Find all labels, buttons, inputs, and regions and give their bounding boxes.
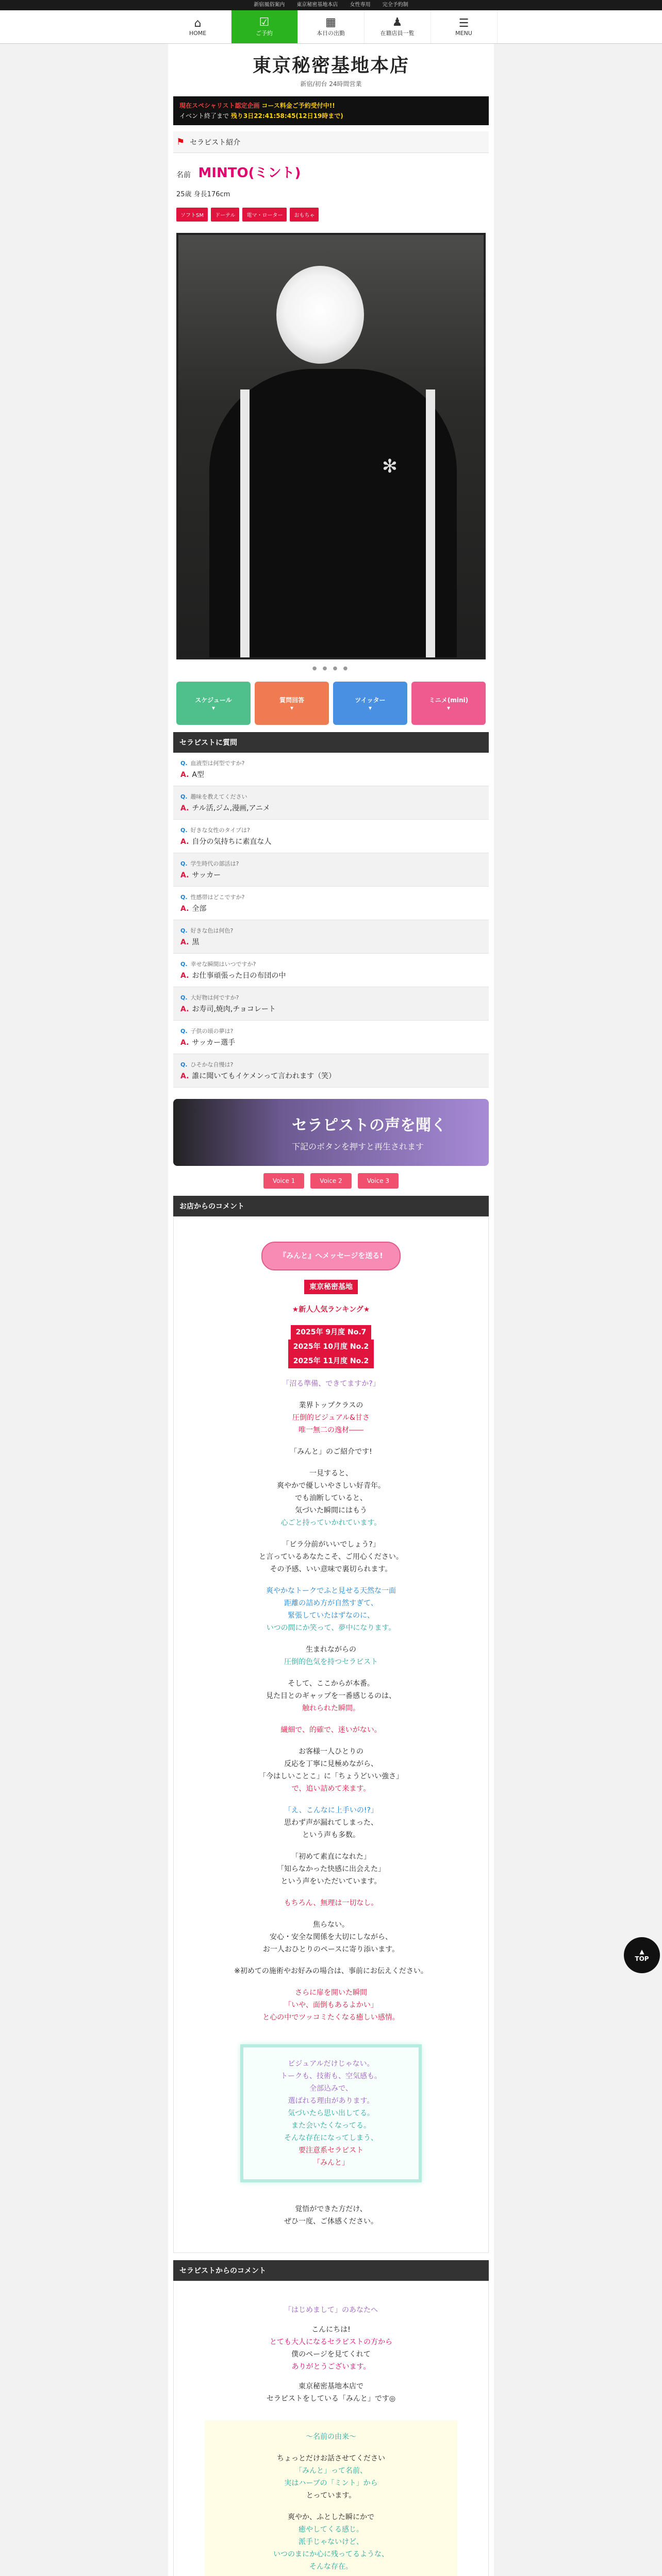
answer-marker: A.	[180, 1072, 189, 1080]
mini-button-label: ミニメ(mini)	[428, 696, 469, 704]
photo-stripe-right	[426, 389, 435, 657]
question-marker: Q.	[180, 894, 188, 901]
greeting-line: セラピストをしている「みんと」です◎	[266, 2395, 396, 2403]
qa-list	[173, 753, 489, 1088]
therapist-photo[interactable]	[176, 233, 486, 659]
voice-buttons	[168, 1173, 494, 1189]
comment-paragraph	[184, 1919, 478, 1956]
nav-home-label: HOME	[189, 29, 207, 37]
qa-row	[173, 887, 489, 920]
main-column	[168, 44, 494, 2576]
chevron-down-icon: ▾	[290, 704, 294, 711]
mini-button[interactable]	[411, 682, 486, 725]
therapist-menu-buttons	[176, 682, 486, 725]
comment-line: 生まれながらの	[306, 1646, 356, 1654]
comment-line: 唯一無二の逸材――	[299, 1426, 363, 1434]
therapist-name: MINTO(ミント)	[198, 165, 301, 181]
question-text: 学生時代の部活は?	[190, 860, 239, 867]
comment-line: そんな存在になってしまう、	[284, 2134, 378, 2142]
comment-line: いつの間にか笑って、夢中になります。	[266, 1624, 396, 1632]
campaign-highlight: コース料金ご予約受付中!!	[261, 102, 335, 109]
photo-stripe-left	[240, 389, 250, 657]
greeting-paragraph	[184, 2324, 478, 2373]
answer-marker: A.	[180, 871, 189, 879]
top-info-strip	[0, 0, 662, 10]
qa-answer	[180, 803, 482, 813]
question-marker: Q.	[180, 1061, 188, 1068]
comment-paragraph	[184, 1378, 478, 1390]
question-marker: Q.	[180, 994, 188, 1001]
comment-line: 気づいた瞬間にはもう	[295, 1506, 367, 1515]
answer-marker: A.	[180, 905, 189, 913]
qa-answer	[180, 1071, 482, 1081]
voice-3-button[interactable]: Voice 3	[358, 1173, 399, 1189]
greeting-line: 実はハーブの「ミント」から	[284, 2479, 378, 2487]
comment-line: 気づいたら思い出してる。	[288, 2109, 374, 2117]
chevron-down-icon: ▾	[211, 704, 216, 711]
comment-paragraph	[184, 1677, 478, 1715]
spacer	[212, 2443, 450, 2452]
question-marker: Q.	[180, 860, 188, 867]
therapist-stats: 25歳 身長176cm	[176, 191, 230, 198]
qa-question	[180, 1060, 482, 1069]
therapist-comment	[173, 2281, 489, 2576]
comment-line: 覚悟ができた方だけ、	[295, 2205, 367, 2213]
butterfly-emblem: ✻	[382, 456, 398, 477]
comment-paragraph	[184, 1467, 478, 1529]
comment-paragraph	[184, 1804, 478, 1841]
tag: 電マ・ローター	[242, 208, 287, 222]
question-marker: Q.	[180, 961, 188, 968]
comment-paragraph	[184, 1399, 478, 1436]
greeting-line: 僕のページを見てくれて	[291, 2350, 371, 2359]
qa-answer	[180, 1004, 482, 1014]
comment-paragraph	[184, 2203, 478, 2228]
comment-paragraph	[184, 1585, 478, 1634]
comment-line: 業界トップクラスの	[299, 1401, 363, 1410]
greeting-line: そんな存在。	[309, 2563, 353, 2571]
comment-line: という声も多数。	[302, 1831, 360, 1839]
question-text: 好きな色は何色?	[190, 927, 234, 934]
qa-question	[180, 993, 482, 1002]
qa-section-title: セラピストに質問	[173, 732, 489, 753]
menu-icon: ☰	[458, 16, 469, 30]
answer-text: チル活,ジム,漫画,アニメ	[192, 804, 270, 812]
nav-menu[interactable]	[431, 10, 498, 43]
comment-line: その予感、いい意味で裏切られます。	[270, 1565, 392, 1573]
comment-line: ビジュアルだけじゃない。	[288, 2060, 374, 2068]
shop-comment	[173, 1216, 489, 2253]
comment-line: 反応を丁寧に見極めながら、	[284, 1760, 378, 1768]
greeting-line: 爽やか、ふとした瞬にかで	[288, 2513, 374, 2521]
blurred-face	[276, 266, 364, 364]
shop-comment-title: お店からのコメント	[173, 1196, 489, 1216]
ranking-item: 2025年 11月度 No.2	[288, 1354, 374, 1368]
comment-paragraph	[184, 1724, 478, 1736]
greeting-paragraph	[184, 2304, 478, 2316]
send-message-button[interactable]: 『みんと』へメッセージを送る!	[261, 1242, 401, 1270]
nav-staff-label: 在籍店員一覧	[380, 30, 415, 37]
comment-line: 触れられた瞬間。	[302, 1704, 360, 1713]
comment-line: 心ごと持っていかれています。	[280, 1519, 382, 1527]
question-text: 大好物は何ですか?	[190, 994, 239, 1001]
comment-line: 圧倒的ビジュアル&甘さ	[292, 1414, 370, 1422]
qa-question	[180, 859, 482, 868]
arrow-up-icon: ▲	[639, 1948, 644, 1955]
campaign-title: 現在スペシャリスト認定企画	[179, 102, 260, 109]
voice-banner[interactable]	[173, 1099, 489, 1166]
greeting-line: いつのまにか心に残ってるような、	[273, 2550, 389, 2558]
greeting-line: 癒やしてくる感じ。	[299, 2526, 363, 2534]
comment-line: ※初めての施術やお好みの場合は、事前にお伝えください。	[234, 1967, 428, 1975]
ranking-item: 2025年 10月度 No.2	[288, 1340, 374, 1354]
qa-answer	[180, 1037, 482, 1047]
answer-marker: A.	[180, 838, 189, 846]
page-top-button[interactable]	[624, 1937, 660, 1973]
answer-text: 全部	[192, 905, 207, 913]
therapist-name-row	[176, 162, 486, 181]
qa-question	[180, 826, 482, 834]
qa-question	[180, 960, 482, 968]
site-subtitle: 新宿/初台 24時間営業	[300, 80, 362, 88]
comment-line: もちろん、無理は一切なし。	[284, 1899, 378, 1907]
therapist-intro-header	[173, 131, 489, 153]
flag-icon: ⚑	[176, 137, 185, 147]
answer-text: サッカー	[192, 871, 221, 879]
answer-text: 自分の気持ちに素直な人	[192, 838, 272, 846]
comment-line: 「え、こんなに上手いの!?」	[284, 1806, 378, 1815]
name-label: 名前	[176, 171, 191, 179]
top-navigation	[0, 10, 662, 44]
nav-reservation[interactable]	[231, 10, 298, 43]
campaign-banner[interactable]	[173, 96, 489, 125]
comment-line: と心の中でツッコミたくなる癒しい感情。	[262, 2013, 400, 2022]
comment-line: お客様一人ひとりの	[299, 1748, 363, 1756]
voice-2-button[interactable]: Voice 2	[310, 1173, 351, 1189]
comment-line: 選ばれる理由があります。	[288, 2097, 374, 2105]
question-text: ひそかな自慢は?	[190, 1061, 234, 1068]
comment-line: 「初めて素直になれた」	[291, 1853, 371, 1861]
comment-line: 見た目とのギャップを一番感じるのは、	[266, 1692, 396, 1700]
spacer	[212, 2573, 450, 2576]
top-strip-text-2: 東京秘密基地本店	[296, 2, 338, 8]
comment-line: 「ビラ分前がいいでしょう?」	[282, 1540, 380, 1549]
comment-line: 「いや、面倒もあるよかい」	[284, 2001, 378, 2009]
nav-schedule-label: 本日の出勤	[317, 30, 345, 37]
question-marker: Q.	[180, 1028, 188, 1035]
question-marker: Q.	[180, 793, 188, 800]
question-text: 好きな女性のタイプは?	[190, 827, 250, 834]
comment-line: 圧倒的色気を持つセラピスト	[284, 1658, 378, 1666]
comment-line: お一人おひとりのペースに寄り添います。	[262, 1945, 400, 1954]
qa-answer	[180, 836, 482, 846]
voice-title: セラピストの声を聞く	[292, 1116, 446, 1134]
qa-row	[173, 786, 489, 820]
qa-answer	[180, 937, 482, 947]
chevron-down-icon: ▾	[368, 704, 372, 711]
ranking-title: ★新人人気ランキング★	[292, 1306, 370, 1314]
carousel-dots[interactable]: ● ● ● ●	[312, 666, 350, 671]
qa-row	[173, 820, 489, 853]
qa-question	[180, 893, 482, 901]
qa-question	[180, 792, 482, 801]
voice-1-button[interactable]: Voice 1	[263, 1173, 304, 1189]
question-text: 趣味を教えてください	[190, 793, 247, 800]
question-text: 血液型は何型ですか?	[190, 760, 245, 767]
schedule-button-label: スケジュール	[195, 696, 232, 704]
home-icon: ⌂	[194, 16, 202, 30]
ranking-list	[184, 1325, 478, 1368]
qa-row	[173, 853, 489, 887]
tag: ドーテル	[211, 208, 240, 222]
comment-line: トークも、技術も、空気感も。	[280, 2072, 382, 2080]
comment-paragraph	[184, 1987, 478, 2024]
ranking-item: 2025年 9月度 No.7	[291, 1325, 372, 1340]
comment-line: ぜひ一度、ご体感ください。	[284, 2217, 378, 2226]
question-text: 性感帯はどこですか?	[190, 894, 245, 901]
nav-menu-label: MENU	[455, 29, 472, 37]
campaign-countdown: 残り3日22:41:58:45(12日19時まで)	[230, 112, 343, 120]
page-top-label: TOP	[635, 1955, 649, 1962]
nav-today-schedule[interactable]	[298, 10, 365, 43]
answer-text: サッカー選手	[192, 1039, 236, 1047]
nav-staff-list[interactable]	[365, 10, 431, 43]
qa-question	[180, 1027, 482, 1035]
comment-paragraph	[184, 1745, 478, 1795]
answer-marker: A.	[180, 938, 189, 946]
answer-text: 黒	[192, 938, 200, 946]
answer-marker: A.	[180, 972, 189, 980]
qa-answer	[180, 903, 482, 913]
top-strip-text-4: 完全予約制	[382, 2, 408, 8]
comment-line: 思わず声が漏れてしまった、	[284, 1819, 378, 1827]
site-header	[168, 44, 494, 93]
schedule-button[interactable]	[176, 682, 251, 725]
comment-line: 焦らない。	[313, 1921, 349, 1929]
greeting-line: 東京秘密基地本店で	[299, 2382, 363, 2391]
comment-line: 一見すると、	[309, 1469, 353, 1478]
answer-marker: A.	[180, 1039, 189, 1047]
campaign-label: イベント終了まで	[179, 112, 229, 120]
comment-line: 爽やかで優しいやさしい好青年。	[277, 1482, 385, 1490]
qa-row	[173, 954, 489, 987]
greeting-line: ～名前の由来～	[306, 2433, 356, 2441]
qa-answer	[180, 769, 482, 779]
qa-button-label: 質問回答	[279, 696, 304, 704]
calendar-icon: ☑	[259, 16, 270, 29]
comment-line: さらに扉を開いた瞬間	[295, 1989, 367, 1997]
qa-answer	[180, 970, 482, 980]
comment-line: 「みんと」	[313, 2159, 349, 2167]
comment-line: 緊張していたはずなのに、	[288, 1612, 374, 1620]
comment-line: でも油断していると、	[295, 1494, 367, 1502]
greeting-line: ちょっとだけお話させてください	[277, 2454, 385, 2463]
qa-question	[180, 926, 482, 935]
answer-marker: A.	[180, 771, 189, 779]
tag: おもちゃ	[290, 208, 319, 222]
comment-line: 爽やかなトークでふと見せる天然な一面	[266, 1587, 396, 1595]
question-text: 子供の頃の夢は?	[190, 1028, 234, 1035]
qa-row	[173, 1054, 489, 1088]
highlight-box	[240, 2044, 422, 2182]
comment-line: 「みんと」のご紹介です!	[290, 1448, 372, 1456]
question-text: 幸せな瞬間はいつですか?	[190, 961, 256, 968]
comment-line: という声をいただいています。	[280, 1877, 382, 1886]
nav-home[interactable]	[165, 10, 231, 43]
chevron-down-icon: ▾	[446, 704, 451, 711]
qa-question	[180, 759, 482, 767]
answer-marker: A.	[180, 804, 189, 812]
question-marker: Q.	[180, 827, 188, 834]
comment-line: 「沼る準備、できてますか?」	[282, 1380, 380, 1388]
tag-list	[176, 208, 486, 222]
shop-comment-body	[184, 1378, 478, 2228]
comment-line: 「知らなかった快感に出会えた」	[277, 1865, 385, 1873]
person-icon: ♟	[392, 16, 403, 29]
qa-row	[173, 987, 489, 1021]
question-marker: Q.	[180, 760, 188, 767]
comment-line: 距離の詰め方が自然すぎて、	[284, 1599, 378, 1607]
comment-paragraph	[184, 1851, 478, 1888]
shop-name-label: 東京秘密基地	[304, 1280, 358, 1294]
qa-button[interactable]	[255, 682, 329, 725]
comment-line: 「今はしいことこ」に「ちょうどいい強さ」	[259, 1772, 403, 1781]
greeting-line: こんにちは!	[311, 2326, 351, 2334]
comment-paragraph	[184, 1897, 478, 1909]
site-logo[interactable]: 東京秘密基地本店	[252, 55, 409, 76]
comment-line: そして、ここからが本番。	[288, 1680, 374, 1688]
schedule-icon: ▦	[325, 16, 336, 29]
answer-text: お仕事頑張った日の布団の中	[192, 972, 286, 980]
answer-marker: A.	[180, 1005, 189, 1013]
top-strip-text-3: 女性専用	[350, 2, 371, 8]
greeting-line: 「はじめまして」のあなたへ	[284, 2306, 378, 2314]
comment-line: で、追い詰めて来ます。	[291, 1785, 371, 1793]
answer-text: A型	[192, 771, 204, 779]
greeting-line: ありがとうございます。	[291, 2363, 371, 2371]
voice-subtitle: 下記のボタンを押すと再生されます	[292, 1142, 424, 1151]
greeting-paragraph	[184, 2380, 478, 2405]
twitter-button-label: ツイッター	[355, 696, 386, 704]
answer-text: お寿司,焼肉,チョコレート	[192, 1005, 276, 1013]
nav-reservation-label: ご予約	[256, 30, 273, 37]
qa-answer	[180, 870, 482, 880]
comment-paragraph	[184, 1538, 478, 1575]
comment-line: と言っているあなたこそ、ご用心ください。	[259, 1553, 403, 1561]
question-marker: Q.	[180, 927, 188, 934]
top-strip-text-1: 新宿風俗案内	[254, 2, 285, 8]
twitter-button[interactable]	[333, 682, 407, 725]
greeting-line: とっています。	[306, 2492, 356, 2500]
therapist-comment-title: セラピストからのコメント	[173, 2260, 489, 2281]
comment-line: 繊細で、的確で、迷いがない。	[280, 1726, 382, 1734]
comment-line: 全部込みで、	[309, 2084, 353, 2093]
qa-row	[173, 753, 489, 786]
comment-paragraph	[184, 1643, 478, 1668]
name-origin-box	[205, 2420, 457, 2576]
greeting-line: 派手じゃないけど、	[299, 2538, 363, 2546]
greeting-line: とても大人になるセラピストの方から	[270, 2338, 392, 2346]
comment-line: また会いたくなってる。	[291, 2122, 371, 2130]
greeting-line: 「みんと」って名前、	[295, 2467, 367, 2475]
comment-line: 要注意系セラピスト	[299, 2146, 363, 2155]
comment-paragraph	[184, 1965, 478, 1977]
comment-line: 安心・安全な関係を大切にしながら、	[270, 1933, 392, 1941]
answer-text: 誰に聞いてもイケメンって言われます（笑）	[192, 1072, 336, 1080]
comment-paragraph	[184, 1446, 478, 1458]
tag: ソフトSM	[176, 208, 208, 222]
qa-row	[173, 1021, 489, 1054]
spacer	[212, 2502, 450, 2511]
qa-row	[173, 920, 489, 954]
intro-title: セラピスト紹介	[190, 138, 241, 147]
